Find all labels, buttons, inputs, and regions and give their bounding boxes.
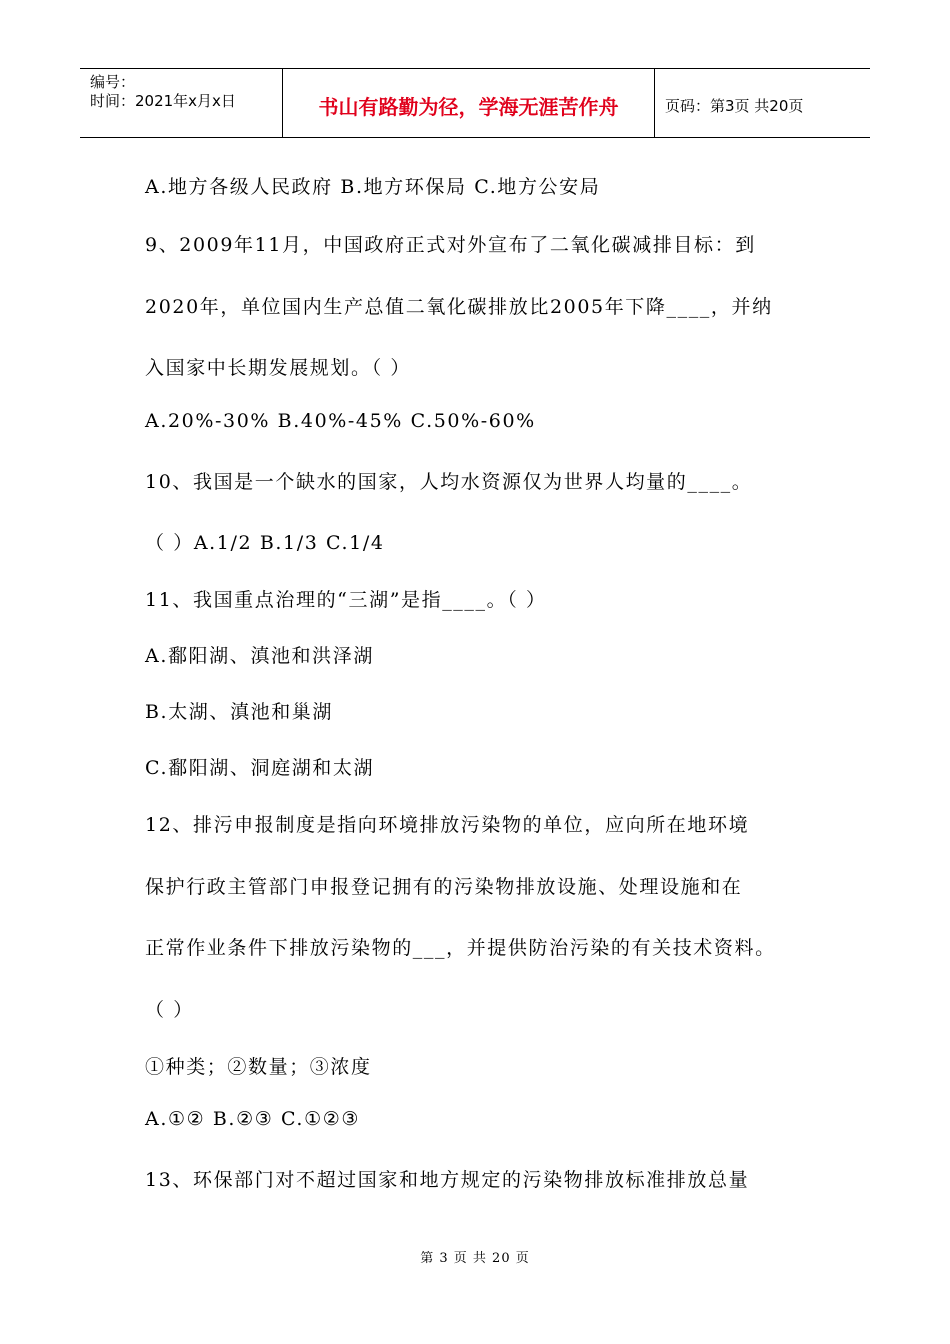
text-line: 10、我国是一个缺水的国家，人均水资源仅为世界人均量的____。 <box>145 471 753 493</box>
header-meta <box>80 69 282 137</box>
text-line: 13、环保部门对不超过国家和地方规定的污染物排放标准排放总量 <box>145 1169 750 1191</box>
text-line: 正常作业条件下排放污染物的___，并提供防治污染的有关技术资料。 <box>145 937 776 959</box>
text-line: A.①② B.②③ C.①②③ <box>145 1108 360 1130</box>
text-line: B.太湖、滇池和巢湖 <box>145 701 334 723</box>
text-line: 9、2009年11月，中国政府正式对外宣布了二氧化碳减排目标：到 <box>145 234 756 256</box>
text-line: 保护行政主管部门申报登记拥有的污染物排放设施、处理设施和在 <box>145 876 743 898</box>
text-line: 11、我国重点治理的“三湖”是指____。（ ） <box>145 589 547 611</box>
document-number-label: 编号： <box>90 73 136 91</box>
text-line: 入国家中长期发展规划。（ ） <box>145 357 411 379</box>
header-page-info: 页码：第3页 共20页 <box>665 96 804 115</box>
text-line: A.鄱阳湖、滇池和洪泽湖 <box>145 645 374 667</box>
document-time: 时间：2021年x月x日 <box>90 92 236 110</box>
text-line: ①种类；②数量；③浓度 <box>145 1056 372 1078</box>
page-header <box>80 68 870 138</box>
text-line: C.鄱阳湖、洞庭湖和太湖 <box>145 757 375 779</box>
text-line: （ ） <box>145 999 194 1021</box>
text-line: 2020年，单位国内生产总值二氧化碳排放比2005年下降____，并纳 <box>145 296 773 318</box>
text-line: （ ）A.1/2 B.1/3 C.1/4 <box>145 532 385 554</box>
header-motto: 书山有路勤为径，学海无涯苦作舟 <box>282 69 655 137</box>
text-line: 12、排污申报制度是指向环境排放污染物的单位，应向所在地环境 <box>145 814 750 836</box>
page-footer: 第 3 页 共 20 页 <box>420 1251 530 1266</box>
text-line: A.地方各级人民政府 B.地方环保局 C.地方公安局 <box>145 176 601 198</box>
text-line: A.20%-30% B.40%-45% C.50%-60% <box>145 410 536 432</box>
